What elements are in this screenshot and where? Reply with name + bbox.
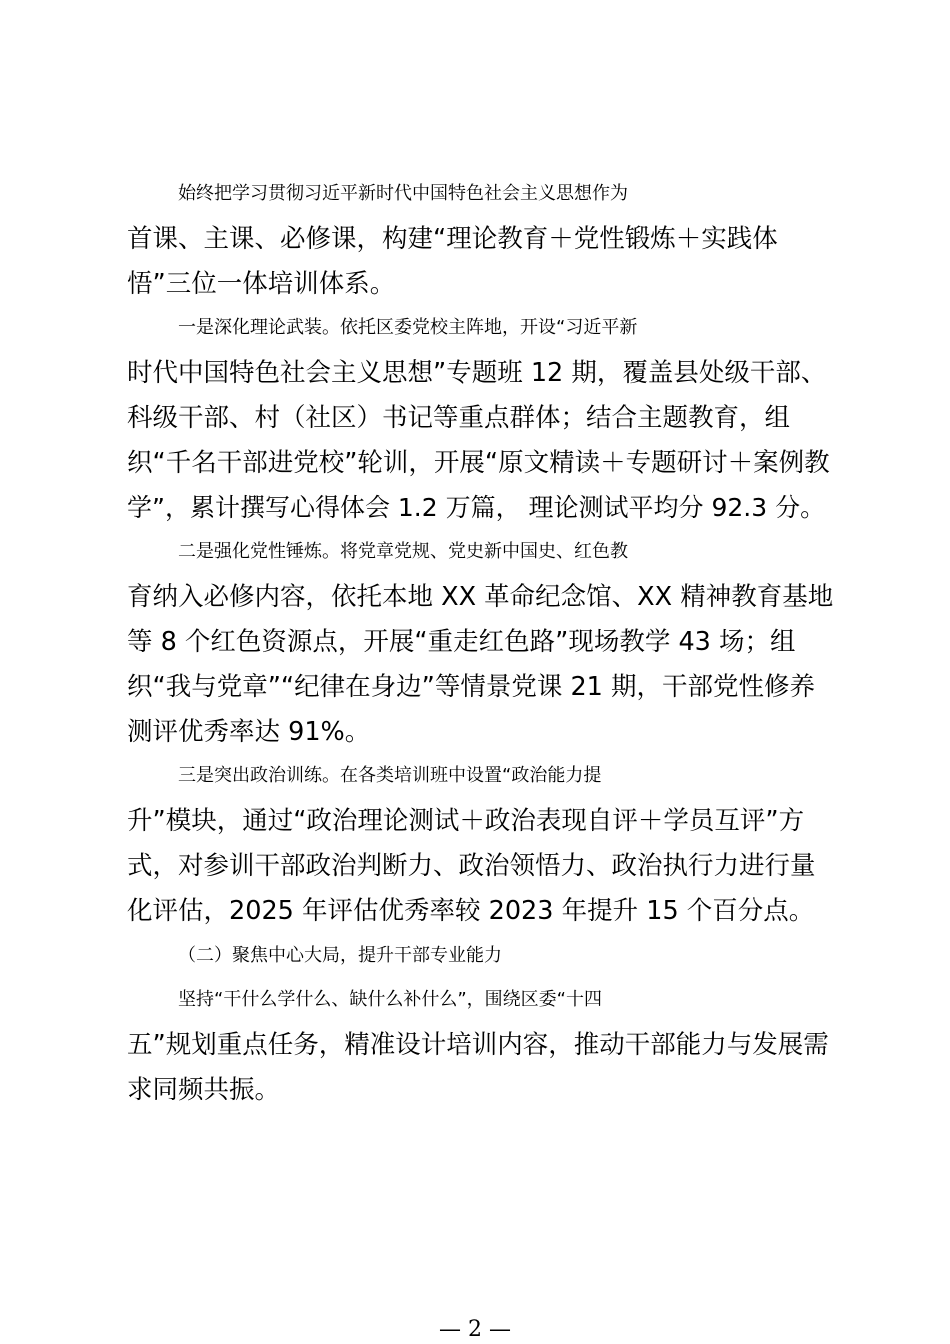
- text-line: 织“我与党章”“纪律在身边”等情景党课 21 期，干部党性修养: [127, 671, 816, 702]
- text-line: 坚持“干什么学什么、缺什么补什么”，围绕区委“十四: [178, 989, 602, 1011]
- text-line: 学”，累计撰写心得体会 1.2 万篇， 理论测试平均分 92.3 分。: [127, 492, 826, 522]
- text-line: 科级干部、村（社区）书记等重点群体；结合主题教育，组: [127, 402, 791, 433]
- document-body: [127, 172, 837, 1113]
- text-line: 首课、主课、必修课，构建“理论教育＋党性锻炼＋实践体: [127, 223, 778, 254]
- text-line: 化评估，2025 年评估优秀率较 2023 年提升 15 个百分点。: [127, 895, 815, 926]
- text-line: 式，对参训干部政治判断力、政治领悟力、政治执行力进行量: [127, 850, 816, 881]
- page-number: — 2 —: [439, 1317, 511, 1342]
- text-line: 时代中国特色社会主义思想”专题班 12 期，覆盖县处级干部、: [127, 358, 827, 389]
- text-line: 始终把学习贯彻习近平新时代中国特色社会主义思想作为: [178, 183, 628, 204]
- text-line: 等 8 个红色资源点，开展“重走红色路”现场教学 43 场；组: [127, 626, 796, 657]
- text-line: 二是强化党性锤炼。将党章党规、党史新中国史、红色教: [178, 541, 628, 563]
- text-line: 升”模块，通过“政治理论测试＋政治表现自评＋学员互评”方: [127, 806, 805, 837]
- text-line: 三是突出政治训练。在各类培训班中设置“政治能力提: [178, 765, 602, 787]
- text-line: 求同频共振。: [127, 1074, 281, 1105]
- text-line: 织“千名干部进党校”轮训，开展“原文精读＋专题研讨＋案例教: [127, 447, 830, 478]
- text-line: 悟”三位一体培训体系。: [127, 268, 396, 299]
- text-line: 测评优秀率达 91%。: [127, 716, 371, 747]
- section-heading: （二）聚焦中心大局，提升干部专业能力: [178, 944, 502, 966]
- text-line: 五”规划重点任务，精准设计培训内容，推动干部能力与发展需: [127, 1030, 829, 1061]
- text-line: 一是深化理论武装。依托区委党校主阵地，开设“习近平新: [178, 317, 638, 339]
- text-line: 育纳入必修内容，依托本地 XX 革命纪念馆、XX 精神教育基地: [127, 582, 834, 613]
